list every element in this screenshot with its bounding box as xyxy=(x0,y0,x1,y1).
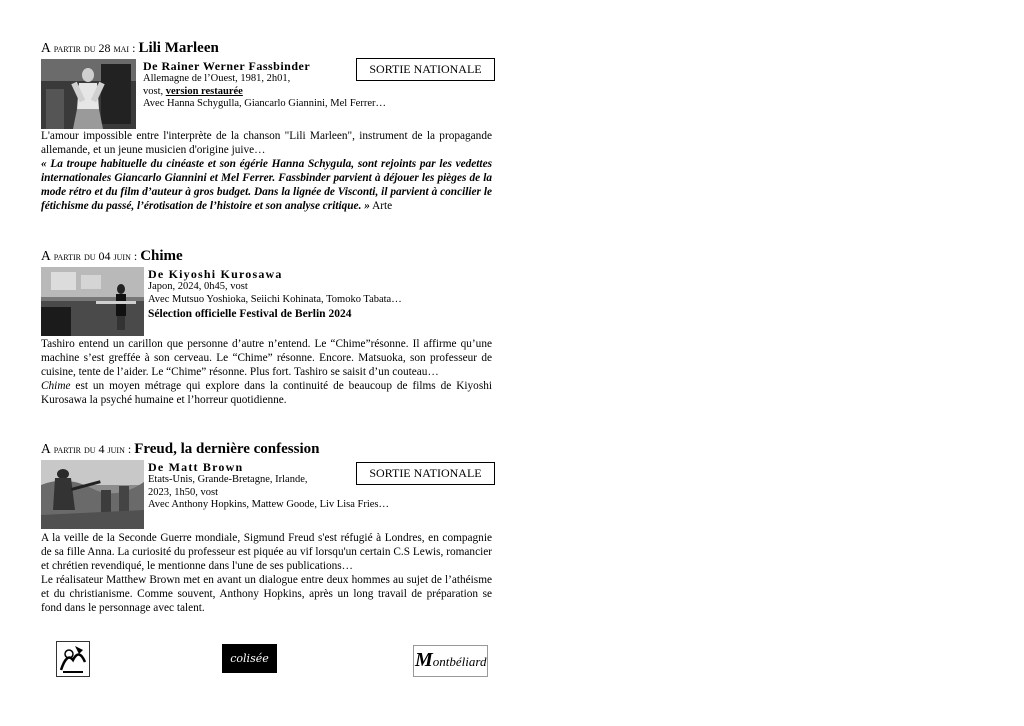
separator: : xyxy=(124,442,135,456)
version-line xyxy=(143,86,353,99)
cast: Avec Mutsuo Yoshioka, Seiichi Kohinata, Tomoko Tabata… xyxy=(148,293,402,305)
release-date: partir du 04 juin xyxy=(50,249,131,263)
montbeliard-initial: M xyxy=(415,649,433,671)
synopsis xyxy=(41,531,492,616)
year-duration: 2023, 1h50, vost xyxy=(148,486,219,498)
synopsis-text: Tashiro entend un carillon que personne d’autre n’entend. Le “Chime”résonne. Il affirme qu’une machine s’est greffée à son cerveau. Le “Chime” résonne. Encore. Matsuoka, son professeur de cuisine, tente de l’aider. Le “Chime” résonne. Plus fort. Tashiro se saisit d’un couteau… xyxy=(41,338,492,379)
film-entry-freud xyxy=(41,441,492,621)
colisee-wordmark: colisée xyxy=(230,652,269,665)
director: De Matt Brown xyxy=(148,460,244,474)
national-release-badge: SORTIE NATIONALE xyxy=(356,462,495,485)
commentary: est un moyen métrage qui explore dans la continuité de beaucoup de films de Kiyoshi Kurosawa la psyché humaine et l’horreur quotidienne. xyxy=(41,380,492,407)
cast: Avec Hanna Schygulla, Giancarlo Giannini, Mel Ferrer… xyxy=(143,98,386,110)
film-still-image xyxy=(41,59,136,129)
film-title: Lili Marleen xyxy=(138,40,219,56)
director: De Kiyoshi Kurosawa xyxy=(148,267,283,281)
colisee-logo xyxy=(222,644,277,673)
film-still-image xyxy=(41,460,144,529)
film-details xyxy=(148,268,492,321)
country-year-duration: Japon, 2024, 0h45, vost xyxy=(148,280,248,292)
film-title: Freud, la dernière confession xyxy=(134,441,320,457)
film-entry-chime xyxy=(41,248,492,428)
version-prefix: vost, xyxy=(143,85,166,97)
film-still-image xyxy=(41,267,144,336)
press-quote: La troupe habituelle du cinéaste et son égérie Hanna Schygula, sont rejoints par les vedettes internationales Giancarlo Giannini et Mel Ferrer. Fassbinder parvient à déjouer les pièges de la mode rétro et du film d’auteur à gros budget. Dans la lignée de Visconti, il parvient à concilier le fétichisme du passé, l’érotisation de l’histoire et son analyse critique. xyxy=(41,158,492,213)
national-release-badge: SORTIE NATIONALE xyxy=(356,58,495,81)
release-date: partir du 28 mai xyxy=(50,41,130,55)
film-title: Chime xyxy=(140,248,183,264)
film-details xyxy=(143,59,386,111)
country-line: Etats-Unis, Grande-Bretagne, Irlande, xyxy=(148,473,308,485)
entry-heading xyxy=(41,441,320,458)
association-logo xyxy=(56,641,90,677)
commentary: Le réalisateur Matthew Brown met en avant un dialogue entre deux hommes au sujet de l’athéisme et du christianisme. Comme souvent, Anthony Hopkins, après un long travail de préparation se fond dans le personnage avec talent. xyxy=(41,574,492,615)
date-initial: A xyxy=(41,248,51,263)
synopsis xyxy=(41,337,492,407)
cast: Avec Anthony Hopkins, Mattew Goode, Liv Lisa Fries… xyxy=(148,499,389,511)
synopsis-text: A la veille de la Seconde Guerre mondiale, Sigmund Freud s'est réfugié à Londres, en compagnie de sa fille Anna. La curiosité du professeur est piquée au vif lorsqu'un certain C.S Lewis, romancier et chrétien revendiqué, le mentionne dans l'une de ses publications… xyxy=(41,532,492,573)
entry-heading xyxy=(41,40,219,57)
festival-selection: Sélection officielle Festival de Berlin 2024 xyxy=(148,308,352,321)
country-year-duration: Allemagne de l’Ouest, 1981, 2h01, xyxy=(143,72,291,84)
quote-open: « xyxy=(41,158,51,171)
quote-close: » xyxy=(361,200,370,213)
release-date: partir du 4 juin xyxy=(50,442,125,456)
restored-version-label: version restaurée xyxy=(165,85,243,97)
separator: : xyxy=(129,41,139,55)
synopsis-text: L'amour impossible entre l'interprète de la chanson "Lili Marleen", instrument de la propagande allemande, et un jeune musicien d'origine juive… xyxy=(41,130,492,157)
film-entry-lili-marleen xyxy=(41,40,492,230)
quote-source: Arte xyxy=(369,200,393,213)
separator: : xyxy=(130,249,141,263)
film-title-italic: Chime xyxy=(41,380,71,393)
synopsis xyxy=(41,129,492,214)
entry-heading xyxy=(41,248,183,265)
date-initial: A xyxy=(41,441,51,456)
montbeliard-logo xyxy=(413,645,488,677)
director: De Rainer Werner Fassbinder xyxy=(143,59,311,73)
date-initial: A xyxy=(41,40,51,55)
montbeliard-wordmark: ontbéliard xyxy=(432,654,487,669)
